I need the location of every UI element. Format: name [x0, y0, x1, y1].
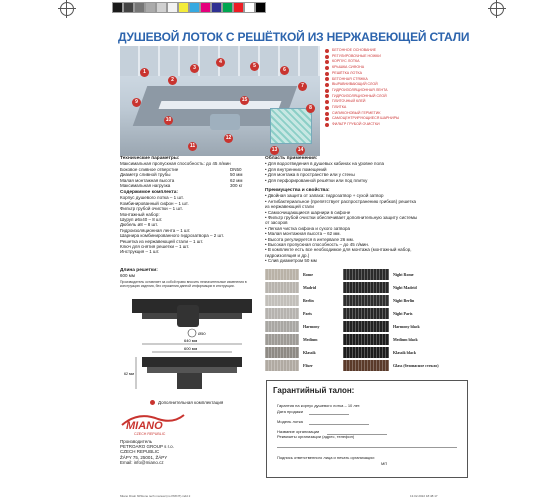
- color-calibration-strip: [112, 2, 266, 13]
- grate-swatch: [265, 282, 299, 293]
- application-line: • Для монтажа в пространстве или у стены: [265, 172, 355, 178]
- bullet-icon: [325, 72, 329, 76]
- calibration-swatch: [112, 2, 123, 13]
- grate-name: Harmony: [303, 324, 320, 329]
- bullet-icon: [325, 66, 329, 70]
- tech-key: Боковое сливное отверстие: [120, 166, 179, 172]
- legend-label: РЕШЁТКА ЛОТКА: [332, 70, 363, 75]
- feature-line: • Двойная защита от запаха: гидрозатвор + сухой затвор: [265, 193, 384, 199]
- grate-length: [120, 268, 200, 279]
- hero-pin: 7: [298, 82, 307, 91]
- legend-label: РЕГУЛИРОВОЧНЫЕ НОЖКИ: [332, 53, 381, 58]
- grate-name: Madrid: [303, 285, 317, 290]
- page-title: ДУШЕВОЙ ЛОТОК С РЕШЁТКОЙ ИЗ НЕРЖАВЕЮЩЕЙ СТАЛИ: [118, 30, 470, 44]
- legend-label: ВЫРАВНИВАЮЩИЙ СЛОЙ: [332, 82, 378, 87]
- feature-line: • Высота регулируется в интервале 26 мм.: [265, 236, 354, 242]
- hero-pin: 3: [190, 64, 199, 73]
- maker-line: Email: info@miano.cz: [120, 459, 164, 465]
- feature-line: из нержавеющей стали: [265, 204, 314, 210]
- grate-swatch: [343, 295, 389, 306]
- manufacturer: [120, 439, 174, 465]
- application-heading: Область применения:: [265, 156, 318, 161]
- bullet-icon: [325, 112, 329, 116]
- tech-row: [120, 183, 260, 188]
- bullet-icon: [325, 123, 329, 127]
- feature-line: • Высокая пропускная способность – до 45 л/мин.: [265, 242, 370, 248]
- kit-line: Дюбель ø8 – 8 шт.: [120, 222, 158, 228]
- kit-line: Решетка из нержавеющей стали – 1 шт.: [120, 238, 204, 244]
- legend-label: КРЫШКА СИФОНА: [332, 65, 365, 70]
- legend-label: ГИДРОИЗОЛЯЦИОННЫЙ СЛОЙ: [332, 93, 387, 98]
- grate-name: Klassik black: [393, 350, 417, 355]
- feature-line: • Легкая чистка сифона и сухого затвора: [265, 225, 351, 231]
- bullet-icon: [325, 55, 329, 59]
- hero-pin: 11: [189, 143, 196, 149]
- legend-label: ПЛИТОЧНЫЙ КЛЕЙ: [332, 99, 366, 104]
- dim-a: 640 мм: [184, 338, 198, 343]
- hero-pin: 4: [216, 58, 225, 67]
- grate-name: Night Berlin: [393, 298, 415, 303]
- grate-name: Fliser: [303, 363, 313, 368]
- feature-line: • Малая монтажная высота – 62 мм.: [265, 231, 341, 237]
- grate-detail: [270, 108, 312, 144]
- drain-pipe: [210, 114, 240, 130]
- drain-channel: [159, 101, 282, 109]
- hero-pin: 9: [132, 98, 141, 107]
- signature-label: Подпись ответственного лица и печать организации:: [277, 455, 375, 460]
- bullet-icon: [325, 106, 329, 110]
- calibration-swatch: [189, 2, 200, 13]
- grate-name: Medium: [303, 337, 318, 342]
- bullet-icon: [150, 400, 155, 405]
- length-value: 600 мм: [120, 273, 135, 279]
- dim-h: 62 мм: [124, 372, 134, 376]
- bullet-icon: [325, 60, 329, 64]
- bullet-icon: [325, 94, 329, 98]
- sale-date-line[interactable]: [309, 414, 349, 415]
- stamp-label: МП: [381, 461, 388, 466]
- dim-b: 600 мм: [184, 346, 198, 351]
- legend-label: СИЛИКОНОВЫЙ ГЕРМЕТИК: [332, 110, 381, 115]
- grate-swatch: [343, 347, 389, 358]
- additional-kit: [150, 400, 223, 405]
- grate-swatch: [343, 269, 389, 280]
- grate-swatch: [343, 360, 389, 371]
- grate-catalog: [265, 268, 465, 373]
- technical-drawing: [122, 295, 262, 395]
- calibration-swatch: [178, 2, 189, 13]
- legend-label: БЕТОННОЕ ОСНОВАНИЕ: [332, 48, 376, 52]
- grate-swatch: [265, 321, 299, 332]
- grate-name: Night Rome: [393, 272, 414, 277]
- tech-key: Диаметр сливной трубы: [120, 172, 171, 178]
- registration-mark: [490, 2, 504, 16]
- kit-contents: [120, 190, 260, 255]
- tech-heading: Технические параметры:: [120, 156, 180, 161]
- warranty-term: Гарантия на корпус душевого лотка – 10 лет.: [277, 403, 361, 408]
- grate-swatch: [343, 321, 389, 332]
- manufacturer-note: Производитель оставляет за собой право вносить незначительные изменения в конструкцию изделия, без отражения данной информации в инструкции.: [120, 280, 247, 289]
- kit-line: Монтажный набор:: [120, 211, 160, 217]
- org-details-label: Реквизиты организации (адрес, телефон): [277, 434, 355, 439]
- calibration-swatch: [200, 2, 211, 13]
- calibration-swatch: [145, 2, 156, 13]
- feature-line: • В комплекте есть все необходимое для монтажа (монтажный набор,: [265, 247, 412, 253]
- grate-name: Rome: [303, 272, 313, 277]
- kit-line: Инструкция – 1 шт.: [120, 249, 160, 255]
- org-name-label: Название организации: [277, 429, 320, 434]
- tech-value: 50 мм: [230, 172, 243, 178]
- bullet-icon: [325, 77, 329, 81]
- grate-swatch: [343, 334, 389, 345]
- bullet-icon: [325, 117, 329, 121]
- hero-pin: 15: [241, 97, 248, 103]
- kit-line: Шуруп ø6x40 – 8 шт.: [120, 217, 163, 223]
- tech-key: Максимальная нагрузка: [120, 183, 171, 189]
- grate-name: Glass (безопасное стекло): [393, 363, 439, 368]
- logo-sub: CZECH REPUBLIC: [134, 432, 166, 436]
- addon-label: Дополнительная комплектация: [158, 400, 224, 405]
- dim-diameter: Ø50: [198, 331, 206, 336]
- legend-label: КОРПУС ЛОТКА: [332, 59, 360, 64]
- kit-heading: Содержимое комплекта:: [120, 190, 178, 195]
- kit-line: Гидроизоляционная лента – 1 шт.: [120, 227, 191, 233]
- feature-line: • Антибактериальное (препятствует распространению грибков) решетка: [265, 198, 417, 204]
- sale-date-label: Дата продажи: [277, 409, 303, 414]
- component-legend: [325, 48, 455, 128]
- grate-swatch: [265, 295, 299, 306]
- kit-line: Корпус душевого лотка – 1 шт.: [120, 195, 184, 201]
- feature-line: • Слив диаметром 50 мм: [265, 258, 317, 264]
- calibration-swatch: [167, 2, 178, 13]
- grate-name: Berlin: [303, 298, 314, 303]
- calibration-swatch: [244, 2, 255, 13]
- feature-line: гидроизоляция и др.): [265, 252, 310, 258]
- grate-name: Night Paris: [393, 311, 413, 316]
- hero-pin: 14: [297, 147, 304, 153]
- grate-name: Klassik: [303, 350, 316, 355]
- calibration-swatch: [222, 2, 233, 13]
- grate-name: Medium black: [393, 337, 418, 342]
- grate-name: Harmony black: [393, 324, 420, 329]
- grate-swatch: [265, 347, 299, 358]
- legend-label: ГИДРОИЗОЛЯЦИОННАЯ ЛЕНТА: [332, 87, 388, 92]
- feature-line: • Самоочищающиеся шарнири в сифоне: [265, 209, 351, 215]
- grate-name: Night Madrid: [393, 285, 417, 290]
- grate-swatch: [265, 308, 299, 319]
- grate-name: Paris: [303, 311, 312, 316]
- miano-logo: [118, 409, 188, 437]
- warranty-card: [266, 380, 468, 478]
- tech-params: [120, 156, 260, 188]
- hero-pin: 12: [225, 135, 232, 141]
- hero-pin: 13: [271, 147, 278, 153]
- kit-line: Комбинированный сифон – 1 шт.: [120, 200, 189, 206]
- tech-value: DN50: [230, 166, 242, 172]
- logo-brand: MIANO: [126, 420, 163, 432]
- maker-heading: Производитель: [120, 439, 153, 444]
- maker-line: CZECH REPUBLIC: [120, 449, 160, 455]
- hero-pin: 5: [250, 62, 259, 71]
- hero-pin: 8: [306, 104, 315, 113]
- application-line: • Для внутренних помещений: [265, 166, 327, 172]
- maker-line: PETROARO GROUP s r.o.: [120, 444, 174, 450]
- legend-label: САМОЦЕНТРИРУЮЩИЕСЯ ШАРНИРЫ: [332, 116, 400, 121]
- calibration-swatch: [233, 2, 244, 13]
- calibration-swatch: [211, 2, 222, 13]
- tech-value: 62 мм: [230, 177, 243, 183]
- tech-key: Максимальная пропускная способность: до 45 л/мин: [120, 161, 231, 167]
- legend-label: ПЛИТКА: [332, 105, 347, 110]
- legend-label: ФИЛЬТР ГРУБОЙ ОЧИСТКИ: [332, 122, 380, 127]
- features: [265, 188, 465, 264]
- print-file-note: Miano Drain 60Stone tech manual (по PRINT).indd 2: [120, 494, 191, 498]
- grate-swatch: [343, 308, 389, 319]
- bullet-icon: [325, 83, 329, 87]
- calibration-swatch: [134, 2, 145, 13]
- application-line: • Для перфорированной решётки или под плитку: [265, 177, 368, 183]
- hero-pin: 1: [140, 68, 149, 77]
- maker-line: ŽÁPY 75, 25001, ŽÁPY: [120, 454, 168, 460]
- calibration-swatch: [255, 2, 266, 13]
- grate-swatch: [343, 282, 389, 293]
- grate-swatch: [265, 334, 299, 345]
- org-details-line[interactable]: [277, 447, 457, 448]
- bullet-icon: [325, 89, 329, 93]
- length-heading: Длина решетки:: [120, 268, 158, 273]
- tech-key: Малая монтажная высота: [120, 177, 175, 183]
- bullet-icon: [325, 100, 329, 104]
- hero-pin: 2: [168, 76, 177, 85]
- model-line[interactable]: [309, 424, 369, 425]
- grate-swatch: [265, 360, 299, 371]
- hero-pin: 10: [165, 117, 172, 123]
- feature-line: от засоров: [265, 220, 288, 226]
- kit-line: Ключ для снятия решетки – 1 шт.: [120, 244, 190, 250]
- bullet-icon: [325, 49, 329, 53]
- warranty-heading: Гарантийный талон:: [273, 386, 355, 395]
- hero-pin: 6: [280, 66, 289, 75]
- tech-value: 300 кг: [230, 183, 243, 189]
- legend-label: БЕТОННАЯ СТЯЖКА: [332, 76, 368, 81]
- installation-illustration: [120, 46, 320, 156]
- feature-line: • Фильтр грубой очистки обеспечивает дополнительную защиту системы: [265, 215, 418, 221]
- kit-line: Шарнира комбинированного гидрозатвора – 2 шт.: [120, 233, 224, 239]
- features-heading: Преимущества и свойства:: [265, 188, 330, 193]
- registration-mark: [60, 2, 74, 16]
- grate-swatch: [265, 269, 299, 280]
- legend-item: [325, 122, 455, 128]
- calibration-swatch: [123, 2, 134, 13]
- print-timestamp: 13.02.2022 18:48:17: [410, 494, 438, 498]
- model-label: Модель лотка: [277, 419, 303, 424]
- application-line: • Для водоотведения в душевых кабинах на уровне пола: [265, 161, 385, 167]
- kit-line: Фильтр грубой очистки – 1 шт.: [120, 206, 183, 212]
- application: [265, 156, 465, 183]
- calibration-swatch: [156, 2, 167, 13]
